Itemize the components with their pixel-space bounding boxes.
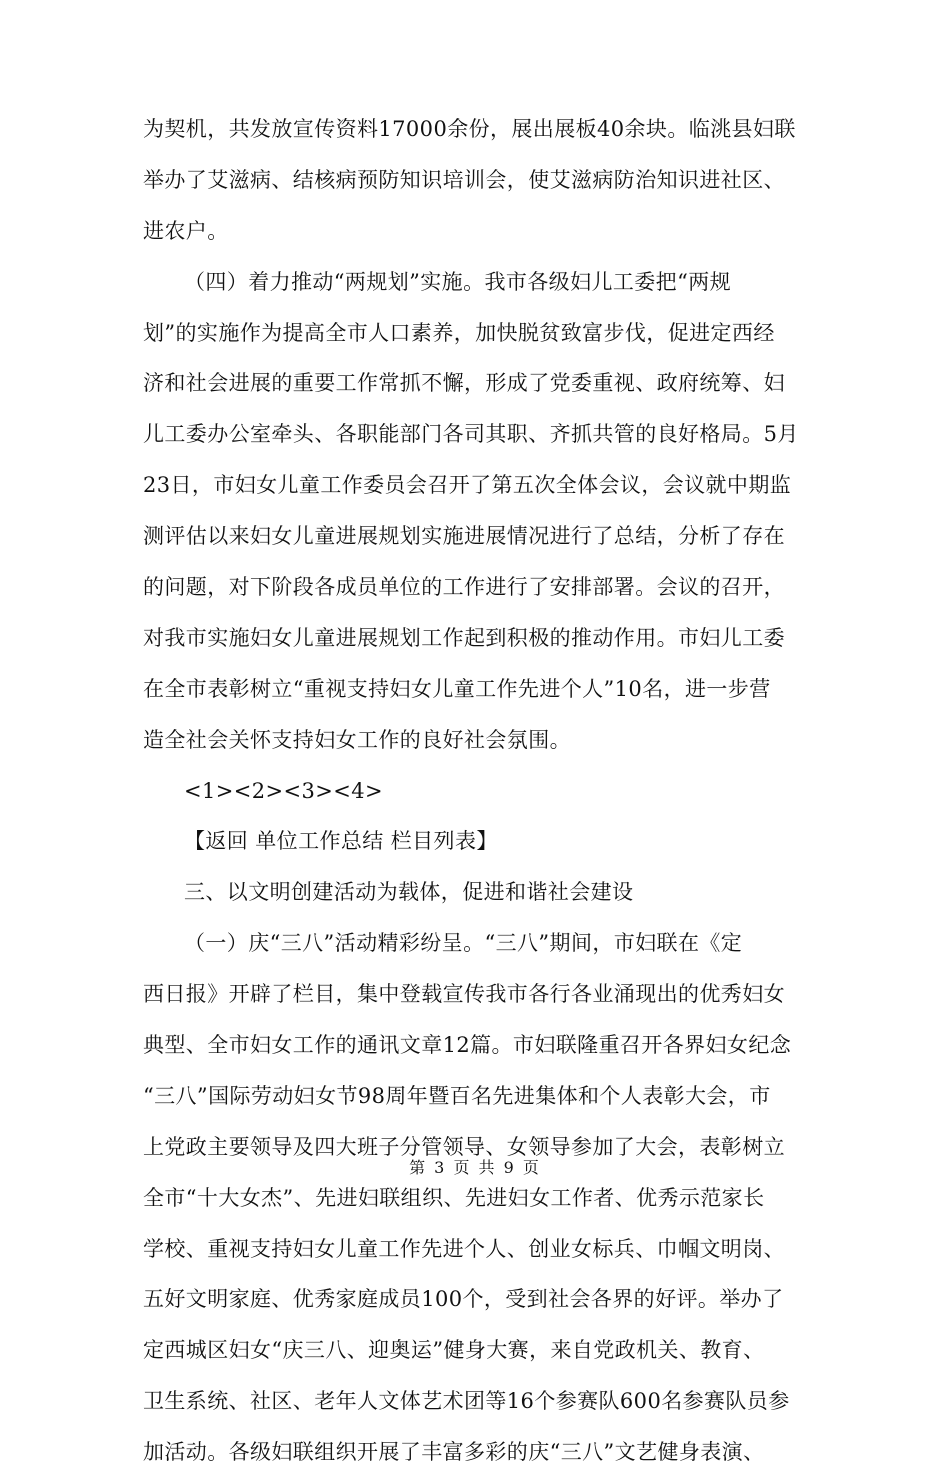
- text-line: 卫生系统、社区、老年人文体艺术团等16个参赛队600名参赛队员参: [143, 1389, 790, 1414]
- text-line: 对我市实施妇女儿童进展规划工作起到积极的推动作用。市妇儿工委: [143, 625, 785, 650]
- text-line: （一）庆“三八”活动精彩纷呈。“三八”期间，市妇联在《定: [184, 931, 743, 956]
- text-line: 五好文明家庭、优秀家庭成员100个，受到社会各界的好评。举办了: [143, 1287, 784, 1312]
- page-footer: 第 3 页 共 9 页: [409, 1158, 541, 1177]
- text-line: 进农户。: [143, 218, 229, 243]
- text-line: 举办了艾滋病、结核病预防知识培训会，使艾滋病防治知识进社区、: [143, 167, 785, 192]
- text-line: 加活动。各级妇联组织开展了丰富多彩的庆“三八”文艺健身表演、: [143, 1440, 765, 1465]
- text-line: 济和社会进展的重要工作常抓不懈，形成了党委重视、政府统筹、妇: [143, 371, 785, 396]
- text-line: “三八”国际劳动妇女节98周年暨百名先进集体和个人表彰大会，市: [143, 1083, 771, 1108]
- text-line: 上党政主要领导及四大班子分管领导、女领导参加了大会，表彰树立: [143, 1134, 785, 1159]
- text-line: 定西城区妇女“庆三八、迎奥运”健身大赛，来自党政机关、教育、: [143, 1338, 765, 1363]
- text-line: 学校、重视支持妇女儿童工作先进个人、创业女标兵、巾帼文明岗、: [143, 1236, 785, 1261]
- text-line: 的问题，对下阶段各成员单位的工作进行了安排部署。会议的召开，: [143, 575, 785, 600]
- text-line: 在全市表彰树立“重视支持妇女儿童工作先进个人”10名，进一步营: [143, 676, 771, 701]
- text-line: 典型、全市妇女工作的通讯文章12篇。市妇联隆重召开各界妇女纪念: [143, 1033, 792, 1058]
- text-line: 划”的实施作为提高全市人口素养，加快脱贫致富步伐，促进定西经: [143, 320, 775, 345]
- text-line: <1><2><3><4>: [184, 778, 384, 803]
- text-line: 造全社会关怀支持妇女工作的良好社会氛围。: [143, 727, 571, 752]
- body-text: [143, 104, 808, 1478]
- text-line: 全市“十大女杰”、先进妇联组织、先进妇女工作者、优秀示范家长: [143, 1185, 765, 1210]
- text-line: 西日报》开辟了栏目，集中登载宣传我市各行各业涌现出的优秀妇女: [143, 982, 785, 1007]
- text-line: 三、以文明创建活动为载体，促进和谐社会建设: [184, 880, 634, 905]
- text-line: 测评估以来妇女儿童进展规划实施进展情况进行了总结，分析了存在: [143, 524, 785, 549]
- text-line: 为契机，共发放宣传资料17000余份，展出展板40余块。临洮县妇联: [143, 117, 796, 141]
- text-line: （四）着力推动“两规划”实施。我市各级妇儿工委把“两规: [184, 269, 732, 294]
- text-line: 儿工委办公室牵头、各职能部门各司其职、齐抓共管的良好格局。5月: [143, 422, 799, 447]
- text-line: 23日，市妇女儿童工作委员会召开了第五次全体会议，会议就中期监: [143, 473, 792, 498]
- text-line: 【返回 单位工作总结 栏目列表】: [184, 829, 498, 854]
